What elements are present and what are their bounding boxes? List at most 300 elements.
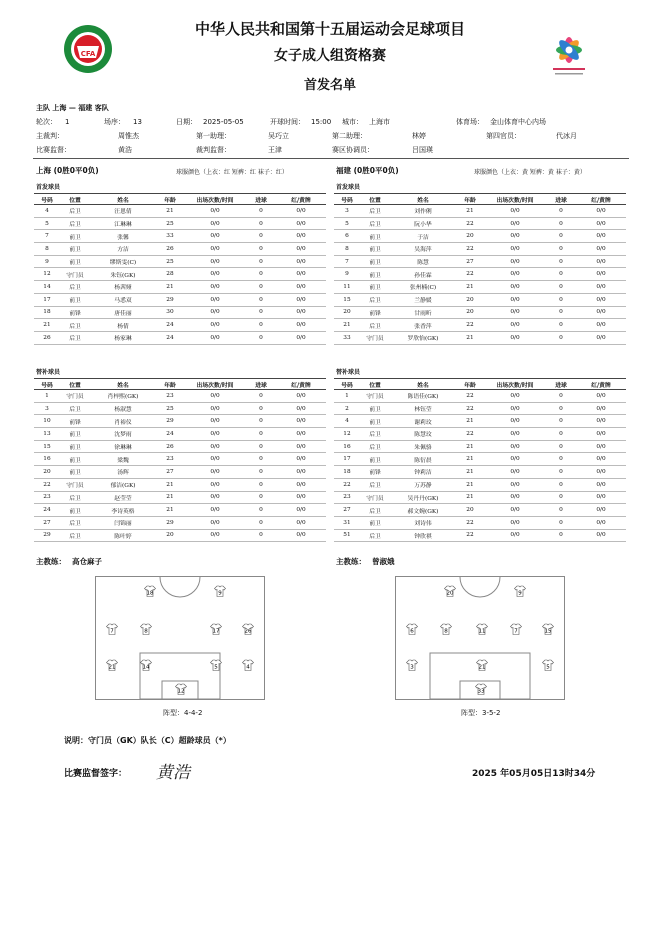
cell-cards: 0/0 (276, 402, 326, 415)
cell-age: 25 (156, 402, 184, 415)
cell-number: 20 (334, 306, 360, 319)
column-header-appearances: 出场次数/时间 (484, 379, 546, 390)
away-starters-header-row (334, 194, 626, 205)
column-header-appearances: 出场次数/时间 (184, 379, 246, 390)
cell-age: 29 (156, 293, 184, 306)
cell-number: 4 (34, 205, 60, 218)
cell-appearances: 0/0 (484, 529, 546, 542)
cell-number: 1 (334, 390, 360, 403)
column-header-position: 位置 (60, 379, 90, 390)
cell-number: 2 (334, 402, 360, 415)
cell-position: 前卫 (60, 428, 90, 441)
cell-age: 22 (456, 390, 484, 403)
cell-position: 后卫 (360, 319, 390, 332)
cell-position: 前卫 (360, 281, 390, 294)
cell-goals: 0 (246, 217, 276, 230)
cell-position: 前锋 (360, 466, 390, 479)
cell-cards: 0/0 (276, 268, 326, 281)
cell-position: 前卫 (360, 453, 390, 466)
home-coach: 主教练： 高仓麻子 (36, 557, 102, 566)
table-row (34, 268, 326, 281)
cell-name: 于洁 (390, 230, 456, 243)
cell-goals: 0 (246, 504, 276, 517)
date-info: 日期： 2025-05-05 (176, 118, 244, 126)
cell-appearances: 0/0 (184, 205, 246, 218)
table-row (34, 466, 326, 479)
round-info: 轮次： 1 (36, 118, 70, 126)
cell-appearances: 0/0 (484, 402, 546, 415)
jersey-number: 33 (477, 688, 485, 695)
column-header-goals: 进球 (546, 379, 576, 390)
jersey-number: 12 (177, 688, 185, 695)
column-header-age: 年龄 (156, 379, 184, 390)
cell-age: 29 (156, 516, 184, 529)
cell-goals: 0 (546, 466, 576, 479)
away-starters-label: 首发球员 (336, 184, 361, 191)
cell-name: 陈语佳(GK) (390, 390, 456, 403)
jersey-icon (140, 623, 152, 635)
cell-name: 刘诗伟 (390, 516, 456, 529)
column-header-cards: 红/黄牌 (276, 379, 326, 390)
cell-age: 21 (456, 205, 484, 218)
cell-cards: 0/0 (276, 205, 326, 218)
cell-goals: 0 (546, 504, 576, 517)
cell-age: 26 (156, 243, 184, 256)
cell-cards: 0/0 (276, 217, 326, 230)
cell-number: 12 (334, 428, 360, 441)
cell-cards: 0/0 (576, 516, 626, 529)
cell-number: 7 (334, 255, 360, 268)
jersey-number: 17 (212, 628, 220, 635)
kickoff-info: 开球时间： 15:00 (270, 118, 332, 126)
jersey-icon (542, 659, 554, 671)
column-header-position: 位置 (60, 194, 90, 205)
cell-age: 22 (456, 217, 484, 230)
cell-age: 25 (156, 255, 184, 268)
cell-number: 5 (34, 217, 60, 230)
cell-goals: 0 (246, 466, 276, 479)
cell-number: 18 (334, 466, 360, 479)
home-team-record: 上海 (0胜0平0负) (36, 166, 99, 175)
cell-goals: 0 (546, 306, 576, 319)
jersey-number: 21 (478, 664, 486, 671)
cell-position: 后卫 (60, 331, 90, 344)
cell-cards: 0/0 (576, 453, 626, 466)
cell-age: 20 (456, 230, 484, 243)
cell-age: 21 (156, 205, 184, 218)
cell-goals: 0 (546, 529, 576, 542)
table-row (34, 478, 326, 491)
cell-position: 后卫 (360, 478, 390, 491)
cell-number: 8 (34, 243, 60, 256)
ar1-name: 吴巧立 (268, 132, 289, 140)
cell-age: 21 (156, 491, 184, 504)
column-header-age: 年龄 (156, 194, 184, 205)
cell-cards: 0/0 (276, 230, 326, 243)
away-subs-header-row (334, 379, 626, 390)
column-header-number: 号码 (334, 379, 360, 390)
cell-appearances: 0/0 (184, 440, 246, 453)
cell-goals: 0 (546, 491, 576, 504)
cell-name: 钟欣祺 (390, 529, 456, 542)
cell-age: 21 (156, 281, 184, 294)
cell-age: 33 (156, 230, 184, 243)
table-row (34, 217, 326, 230)
jersey-icon (476, 623, 488, 635)
table-row (334, 205, 626, 218)
cell-appearances: 0/0 (484, 440, 546, 453)
cell-goals: 0 (246, 281, 276, 294)
cell-age: 21 (456, 466, 484, 479)
cell-goals: 0 (246, 402, 276, 415)
cell-goals: 0 (546, 243, 576, 256)
cell-age: 22 (456, 529, 484, 542)
cell-position: 前卫 (60, 230, 90, 243)
referee-name: 周惟杰 (118, 132, 139, 140)
jersey-number: 18 (146, 590, 154, 597)
cell-goals: 0 (246, 205, 276, 218)
home-kit-colors: 球服颜色（上衣：红 短裤：红 袜子：红） (176, 169, 288, 176)
cell-position: 前锋 (360, 306, 390, 319)
cell-position: 前卫 (360, 243, 390, 256)
cell-goals: 0 (546, 319, 576, 332)
cell-goals: 0 (246, 415, 276, 428)
cell-number: 33 (334, 331, 360, 344)
cell-number: 15 (334, 293, 360, 306)
jersey-icon (140, 659, 152, 671)
cell-age: 22 (456, 402, 484, 415)
cell-position: 前卫 (60, 453, 90, 466)
cell-position: 后卫 (360, 205, 390, 218)
jersey-icon (210, 659, 222, 671)
cell-appearances: 0/0 (484, 428, 546, 441)
column-header-name: 姓名 (90, 194, 156, 205)
cell-name: 缪斯雯(C) (90, 255, 156, 268)
jersey-number: 21 (108, 664, 116, 671)
cell-name: 闫锦丽 (90, 516, 156, 529)
cell-appearances: 0/0 (484, 415, 546, 428)
jersey-number: 11 (478, 628, 486, 635)
column-header-age: 年龄 (456, 379, 484, 390)
column-header-name: 姓名 (90, 379, 156, 390)
cell-appearances: 0/0 (484, 331, 546, 344)
cell-goals: 0 (546, 440, 576, 453)
cell-cards: 0/0 (276, 281, 326, 294)
cell-name: 吴海萍 (390, 243, 456, 256)
divider (33, 158, 629, 159)
cell-cards: 0/0 (276, 440, 326, 453)
cell-appearances: 0/0 (484, 516, 546, 529)
cell-goals: 0 (546, 281, 576, 294)
cell-goals: 0 (246, 478, 276, 491)
cell-appearances: 0/0 (184, 504, 246, 517)
cell-name: 汤辉 (90, 466, 156, 479)
match-teams-line: 主队 上海 — 福建 客队 (36, 104, 109, 112)
cell-number: 31 (334, 516, 360, 529)
cell-cards: 0/0 (276, 491, 326, 504)
cell-goals: 0 (546, 478, 576, 491)
cell-cards: 0/0 (276, 453, 326, 466)
jersey-icon (542, 623, 554, 635)
cell-name: 杨家琳 (90, 331, 156, 344)
cell-name: 吴丹丹(GK) (390, 491, 456, 504)
table-row (34, 205, 326, 218)
cell-appearances: 0/0 (184, 230, 246, 243)
cell-age: 24 (156, 428, 184, 441)
cell-appearances: 0/0 (484, 255, 546, 268)
column-header-goals: 进球 (546, 194, 576, 205)
table-row (334, 217, 626, 230)
cell-name: 钟莉洁 (390, 466, 456, 479)
column-header-position: 位置 (360, 194, 390, 205)
cell-goals: 0 (546, 217, 576, 230)
away-kit-colors: 球服颜色（上衣：黄 短裤：黄 袜子：黄） (474, 169, 586, 176)
cell-appearances: 0/0 (484, 205, 546, 218)
coordinator-label: 赛区协调员： (332, 146, 374, 154)
cell-cards: 0/0 (276, 428, 326, 441)
cell-appearances: 0/0 (184, 402, 246, 415)
cell-position: 后卫 (60, 217, 90, 230)
cell-name: 郝文婉(GK) (390, 504, 456, 517)
cell-appearances: 0/0 (184, 243, 246, 256)
cell-cards: 0/0 (576, 466, 626, 479)
cell-age: 23 (156, 453, 184, 466)
cell-goals: 0 (246, 243, 276, 256)
cell-number: 22 (34, 478, 60, 491)
cell-age: 22 (456, 516, 484, 529)
column-header-appearances: 出场次数/时间 (184, 194, 246, 205)
table-row (34, 453, 326, 466)
away-formation-pitch (395, 576, 565, 700)
cell-appearances: 0/0 (184, 428, 246, 441)
cell-number: 14 (34, 281, 60, 294)
cell-number: 13 (34, 428, 60, 441)
table-row (34, 415, 326, 428)
cell-age: 21 (456, 331, 484, 344)
cell-number: 26 (34, 331, 60, 344)
cell-name: 杨倩 (90, 319, 156, 332)
jersey-number: 7 (514, 628, 518, 635)
cell-goals: 0 (546, 255, 576, 268)
cell-name: 马悉双 (90, 293, 156, 306)
table-row (334, 428, 626, 441)
cell-cards: 0/0 (576, 306, 626, 319)
jersey-icon (242, 659, 254, 671)
cell-cards: 0/0 (276, 478, 326, 491)
cell-position: 后卫 (60, 516, 90, 529)
cell-age: 21 (456, 491, 484, 504)
cell-appearances: 0/0 (484, 319, 546, 332)
cell-number: 22 (334, 478, 360, 491)
cell-goals: 0 (246, 293, 276, 306)
jersey-icon (175, 683, 187, 695)
cell-name: 朱佩骆 (390, 440, 456, 453)
table-row (34, 306, 326, 319)
cell-position: 后卫 (360, 440, 390, 453)
table-row (34, 243, 326, 256)
cell-cards: 0/0 (576, 255, 626, 268)
cell-goals: 0 (246, 331, 276, 344)
cell-cards: 0/0 (276, 331, 326, 344)
supervisor-signature: 黄浩 (156, 763, 190, 783)
cell-position: 后卫 (60, 205, 90, 218)
cell-position: 前卫 (60, 466, 90, 479)
cell-appearances: 0/0 (184, 306, 246, 319)
cell-number: 23 (334, 491, 360, 504)
cell-position: 前卫 (60, 243, 90, 256)
cell-age: 21 (456, 440, 484, 453)
cell-cards: 0/0 (576, 230, 626, 243)
cell-cards: 0/0 (576, 402, 626, 415)
cell-cards: 0/0 (576, 319, 626, 332)
cell-position: 前锋 (60, 306, 90, 319)
cell-number: 6 (334, 230, 360, 243)
cell-appearances: 0/0 (484, 390, 546, 403)
cell-number: 17 (334, 453, 360, 466)
table-row (34, 331, 326, 344)
cell-position: 前卫 (360, 516, 390, 529)
cell-position: 后卫 (60, 402, 90, 415)
cell-number: 12 (34, 268, 60, 281)
jersey-number: 8 (444, 628, 448, 635)
table-row (334, 491, 626, 504)
away-subs-label: 替补球员 (336, 369, 361, 376)
cell-goals: 0 (246, 268, 276, 281)
table-row (34, 529, 326, 542)
table-row (34, 428, 326, 441)
away-team-record: 福建 (0胜0平0负) (336, 166, 399, 175)
jersey-number: 4 (246, 664, 250, 671)
cell-appearances: 0/0 (184, 390, 246, 403)
cell-appearances: 0/0 (184, 255, 246, 268)
cell-name: 梁魏 (90, 453, 156, 466)
cell-number: 27 (34, 516, 60, 529)
cell-name: 谢莉玟 (390, 415, 456, 428)
cell-position: 后卫 (360, 293, 390, 306)
jersey-icon (514, 585, 526, 597)
cell-name: 杨茜娅 (90, 281, 156, 294)
cell-cards: 0/0 (576, 504, 626, 517)
cell-cards: 0/0 (576, 428, 626, 441)
cell-goals: 0 (546, 268, 576, 281)
table-row (334, 390, 626, 403)
cell-cards: 0/0 (276, 529, 326, 542)
fourth-official-label: 第四官员： (486, 132, 521, 140)
supervisor-signature-label: 比赛监督签字： (64, 769, 128, 779)
cell-goals: 0 (546, 402, 576, 415)
cell-position: 守门员 (360, 491, 390, 504)
cell-number: 16 (334, 440, 360, 453)
home-formation-pitch (95, 576, 265, 700)
cell-appearances: 0/0 (184, 516, 246, 529)
home-subs-label: 替补球员 (36, 369, 61, 376)
signed-timestamp: 2025 年05月05日13时34分 (472, 769, 596, 779)
cell-name: 杨淑慧 (90, 402, 156, 415)
cell-appearances: 0/0 (184, 281, 246, 294)
cell-appearances: 0/0 (184, 217, 246, 230)
cell-appearances: 0/0 (184, 415, 246, 428)
ar1-label: 第一助理： (196, 132, 231, 140)
cfa-logo-text: CFA (80, 50, 96, 58)
cell-position: 后卫 (60, 491, 90, 504)
table-row (334, 453, 626, 466)
home-pitch-lines (96, 577, 264, 699)
cell-name: 张馨 (90, 230, 156, 243)
jersey-number: 20 (446, 590, 454, 597)
jersey-number: 7 (110, 628, 114, 635)
cell-number: 5 (334, 217, 360, 230)
cell-appearances: 0/0 (484, 243, 546, 256)
cell-appearances: 0/0 (484, 268, 546, 281)
cell-cards: 0/0 (576, 529, 626, 542)
cell-age: 27 (456, 255, 484, 268)
cell-name: 江琳琳 (90, 217, 156, 230)
table-row (334, 529, 626, 542)
cell-name: 兰静媛 (390, 293, 456, 306)
cell-name: 方洁 (90, 243, 156, 256)
match-number-info: 场序： 13 (104, 118, 142, 126)
cell-cards: 0/0 (576, 491, 626, 504)
cell-number: 20 (34, 466, 60, 479)
cell-appearances: 0/0 (184, 319, 246, 332)
cell-name: 沈梦雨 (90, 428, 156, 441)
cell-position: 前卫 (60, 440, 90, 453)
cell-position: 前卫 (360, 402, 390, 415)
cell-cards: 0/0 (276, 504, 326, 517)
column-header-goals: 进球 (246, 194, 276, 205)
cell-name: 罗欣怡(GK) (390, 331, 456, 344)
cell-cards: 0/0 (576, 478, 626, 491)
table-row (334, 230, 626, 243)
cell-goals: 0 (546, 390, 576, 403)
cell-number: 18 (34, 306, 60, 319)
table-row (334, 331, 626, 344)
cell-cards: 0/0 (576, 268, 626, 281)
cell-number: 29 (34, 529, 60, 542)
table-row (334, 466, 626, 479)
cell-appearances: 0/0 (184, 478, 246, 491)
fourth-official-name: 代冰月 (556, 132, 577, 140)
cell-goals: 0 (546, 516, 576, 529)
cell-age: 25 (156, 217, 184, 230)
table-row (34, 402, 326, 415)
cell-age: 21 (456, 453, 484, 466)
home-subs-header-row (34, 379, 326, 390)
cell-goals: 0 (246, 428, 276, 441)
cell-number: 21 (34, 319, 60, 332)
home-starters-label: 首发球员 (36, 184, 61, 191)
jersey-icon (214, 585, 226, 597)
cell-name: 阮小华 (390, 217, 456, 230)
cell-name: 汪恩倩 (90, 205, 156, 218)
jersey-icon (440, 623, 452, 635)
cell-appearances: 0/0 (184, 331, 246, 344)
referee-supervisor-name: 王津 (268, 146, 282, 154)
cell-name: 刘作俐 (390, 205, 456, 218)
jersey-icon (406, 623, 418, 635)
cell-position: 前卫 (60, 255, 90, 268)
cell-number: 9 (34, 255, 60, 268)
cell-goals: 0 (246, 255, 276, 268)
cell-cards: 0/0 (276, 255, 326, 268)
cell-number: 1 (34, 390, 60, 403)
cell-number: 3 (34, 402, 60, 415)
cell-name: 郁洁(GK) (90, 478, 156, 491)
column-header-number: 号码 (334, 194, 360, 205)
cell-age: 23 (156, 390, 184, 403)
cell-position: 前卫 (360, 230, 390, 243)
cell-appearances: 0/0 (484, 306, 546, 319)
